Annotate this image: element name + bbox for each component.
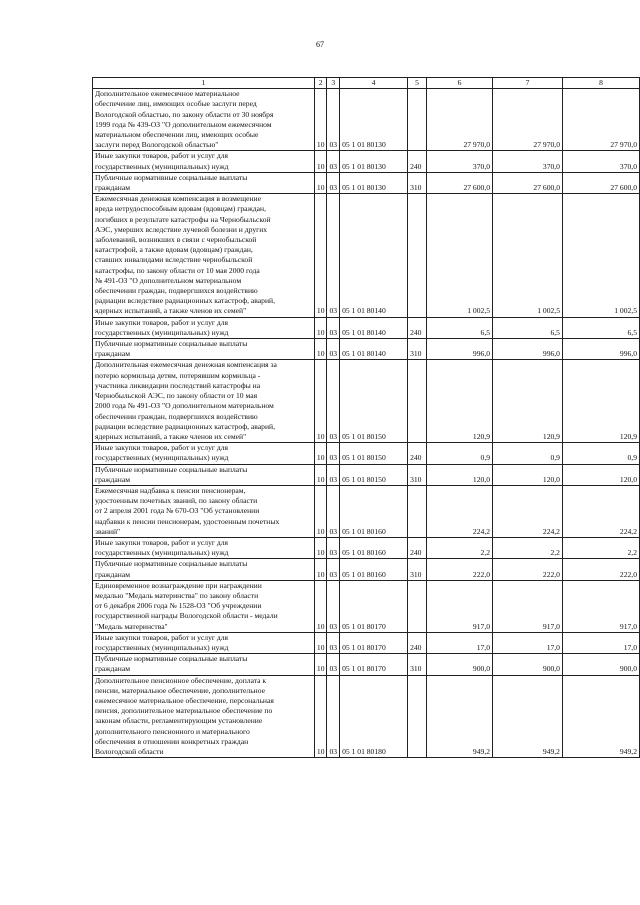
header-cell: 1 [93,78,315,89]
expense-type-cell [408,194,427,317]
amount-col7-cell: 224,2 [493,485,563,537]
row-name-text: Единовременное вознаграждение при награждении медалью "Медаль материнства" по закону области от 6 декабря 2006 года № 1528-ОЗ "Об учреждении государственной награды Вологодской области - медали "Медаль материнства" [95,580,278,631]
amount-col6-cell: 222,0 [427,559,493,580]
subsection-code-cell: 03 [327,194,340,317]
row-name-text: Публичные нормативные социальные выплаты гражданам [95,464,248,484]
row-name-cell [93,580,315,632]
amount-col6-cell: 996,0 [427,339,493,360]
header-cell: 3 [327,78,340,89]
amount-col7-cell: 917,0 [493,580,563,632]
row-name-cell [93,632,315,653]
row-name-cell [93,537,315,558]
amount-col7-cell: 120,0 [493,464,563,485]
row-name-cell [93,89,315,151]
subsection-code-cell: 03 [327,151,340,172]
target-article-cell: 05 1 01 80160 [340,537,408,558]
expense-type-cell [408,485,427,537]
expense-type-cell: 310 [408,654,427,675]
section-code-cell: 10 [314,654,327,675]
amount-col6-cell: 949,2 [427,675,493,758]
section-code-cell: 10 [314,537,327,558]
row-name-cell [93,559,315,580]
target-article-cell: 05 1 01 80160 [340,559,408,580]
table-row [93,654,640,675]
table-row [93,194,640,317]
target-article-cell: 05 1 01 80160 [340,485,408,537]
amount-col7-cell: 120,9 [493,360,563,443]
amount-col8-cell: 6,5 [562,317,639,338]
table-row [93,464,640,485]
amount-col8-cell: 27 600,0 [562,172,639,193]
table-row [93,172,640,193]
section-code-cell: 10 [314,675,327,758]
amount-col6-cell: 2,2 [427,537,493,558]
amount-col6-cell: 0,9 [427,443,493,464]
subsection-code-cell: 03 [327,443,340,464]
amount-col6-cell: 224,2 [427,485,493,537]
amount-col7-cell: 27 970,0 [493,89,563,151]
amount-col6-cell: 6,5 [427,317,493,338]
section-code-cell: 10 [314,339,327,360]
table-row [93,675,640,758]
expense-type-cell: 240 [408,317,427,338]
amount-col7-cell: 17,0 [493,632,563,653]
subsection-code-cell: 03 [327,172,340,193]
section-code-cell: 10 [314,194,327,317]
expense-type-cell: 310 [408,559,427,580]
target-article-cell: 05 1 01 80130 [340,172,408,193]
table-row [93,317,640,338]
expense-type-cell [408,360,427,443]
amount-col6-cell: 120,9 [427,360,493,443]
subsection-code-cell: 03 [327,317,340,338]
target-article-cell: 05 1 01 80140 [340,194,408,317]
row-name-text: Иные закупки товаров, работ и услуг для государственных (муниципальных) нужд [95,317,229,337]
table-row [93,443,640,464]
table-row [93,485,640,537]
table-row [93,151,640,172]
target-article-cell: 05 1 01 80130 [340,89,408,151]
row-name-cell [93,485,315,537]
row-name-cell [93,172,315,193]
section-code-cell: 10 [314,172,327,193]
table-row [93,632,640,653]
header-cell: 5 [408,78,427,89]
section-code-cell: 10 [314,580,327,632]
section-code-cell: 10 [314,632,327,653]
section-code-cell: 10 [314,464,327,485]
section-code-cell: 10 [314,485,327,537]
subsection-code-cell: 03 [327,559,340,580]
subsection-code-cell: 03 [327,632,340,653]
expense-type-cell: 240 [408,632,427,653]
target-article-cell: 05 1 01 80140 [340,317,408,338]
amount-col6-cell: 900,0 [427,654,493,675]
target-article-cell: 05 1 01 80180 [340,675,408,758]
subsection-code-cell: 03 [327,89,340,151]
row-name-text: Ежемесячная надбавка к пенсии пенсионерам, удостоенным почетных званий, по закону области от 2 апреля 2001 года № 670-ОЗ "Об установлении надбавки к пенсии пенсионерам, удостоенным почетных званий" [95,485,280,536]
row-name-cell [93,360,315,443]
row-name-text: Публичные нормативные социальные выплаты гражданам [95,339,248,359]
row-name-text: Иные закупки товаров, работ и услуг для государственных (муниципальных) нужд [95,151,229,171]
amount-col7-cell: 2,2 [493,537,563,558]
section-code-cell: 10 [314,151,327,172]
section-code-cell: 10 [314,559,327,580]
row-name-text: Публичные нормативные социальные выплаты гражданам [95,172,248,193]
table-row [93,580,640,632]
target-article-cell: 05 1 01 80130 [340,151,408,172]
amount-col8-cell: 1 002,5 [562,194,639,317]
row-name-text: Ежемесячная денежная компенсация в возмещение вреда нетрудоспособным вдовам (вдовцам) граждан, погибших в результате катастрофы на Чернобыльской АЭС, умерших вследствие лучевой болезни и других заболеваний, возникших в связи с чернобыльской катастрофой, а также вдовам (вдовцам) граждан, ставших инвалидами вследствие чернобыльской катастрофы, по закону области от 10 мая 2000 года № 491-ОЗ "О дополнительном материальном обеспечении граждан, подвергшихся воздействию радиации вследствие радиационных катастроф, аварий, ядерных испытаний, а также членов их семей" [95,194,275,316]
amount-col6-cell: 1 002,5 [427,194,493,317]
section-code-cell: 10 [314,89,327,151]
amount-col8-cell: 949,2 [562,675,639,758]
row-name-text: Иные закупки товаров, работ и услуг для государственных (муниципальных) нужд [95,443,229,463]
amount-col6-cell: 27 970,0 [427,89,493,151]
expense-type-cell [408,89,427,151]
row-name-cell [93,317,315,338]
amount-col8-cell: 27 970,0 [562,89,639,151]
subsection-code-cell: 03 [327,339,340,360]
amount-col8-cell: 120,0 [562,464,639,485]
amount-col7-cell: 27 600,0 [493,172,563,193]
expense-type-cell [408,675,427,758]
amount-col6-cell: 120,0 [427,464,493,485]
amount-col6-cell: 370,0 [427,151,493,172]
table-row [93,559,640,580]
subsection-code-cell: 03 [327,580,340,632]
section-code-cell: 10 [314,443,327,464]
target-article-cell: 05 1 01 80150 [340,360,408,443]
table-row [93,360,640,443]
budget-table [92,77,640,758]
subsection-code-cell: 03 [327,464,340,485]
amount-col8-cell: 224,2 [562,485,639,537]
subsection-code-cell: 03 [327,675,340,758]
header-cell: 6 [427,78,493,89]
row-name-cell [93,194,315,317]
table-row [93,89,640,151]
row-name-cell [93,654,315,675]
target-article-cell: 05 1 01 80150 [340,464,408,485]
amount-col7-cell: 222,0 [493,559,563,580]
target-article-cell: 05 1 01 80170 [340,632,408,653]
row-name-cell [93,464,315,485]
amount-col7-cell: 1 002,5 [493,194,563,317]
subsection-code-cell: 03 [327,654,340,675]
amount-col7-cell: 0,9 [493,443,563,464]
row-name-text: Дополнительное ежемесячное материальное обеспечение лиц, имеющих особые заслуги перед Вологодской областью, по закону области от 30 ноября 1999 года № 439-ОЗ "О дополнительном ежемесячном материальном обеспечении лиц, имеющих особые заслуги перед Вологодской областью" [95,89,274,150]
table-row [93,339,640,360]
table-row [93,537,640,558]
target-article-cell: 05 1 01 80140 [340,339,408,360]
expense-type-cell: 240 [408,151,427,172]
amount-col6-cell: 17,0 [427,632,493,653]
amount-col8-cell: 120,9 [562,360,639,443]
section-code-cell: 10 [314,360,327,443]
amount-col7-cell: 949,2 [493,675,563,758]
amount-col8-cell: 0,9 [562,443,639,464]
row-name-cell [93,151,315,172]
amount-col7-cell: 900,0 [493,654,563,675]
row-name-text: Дополнительная ежемесячная денежная компенсация за потерю кормильца детям, потерявшим кормильца - участника ликвидации последствий катастрофы на Чернобыльской АЭС, по закону области от 10 мая 2000 года № 491-ОЗ "О дополнительном материальном обеспечении граждан, подвергшихся воздействию радиации вследствие радиационных катастроф, аварий, ядерных испытаний, а также членов их семей" [95,360,277,441]
amount-col8-cell: 996,0 [562,339,639,360]
amount-col7-cell: 370,0 [493,151,563,172]
amount-col6-cell: 27 600,0 [427,172,493,193]
row-name-text: Дополнительное пенсионное обеспечение, доплата к пенсии, материальное обеспечение, дополнительное ежемесячное материальное обеспечение, персональная пенсия, дополнительное материальное обеспечение по законам области, регламентирующим установление дополнительного пенсионного и материального обеспечения в отношении конкретных граждан Вологодской области [95,675,274,756]
section-code-cell: 10 [314,317,327,338]
row-name-text: Иные закупки товаров, работ и услуг для государственных (муниципальных) нужд [95,537,229,558]
amount-col8-cell: 2,2 [562,537,639,558]
target-article-cell: 05 1 01 80150 [340,443,408,464]
table-header-row [93,78,640,89]
expense-type-cell: 310 [408,464,427,485]
subsection-code-cell: 03 [327,537,340,558]
row-name-text: Иные закупки товаров, работ и услуг для государственных (муниципальных) нужд [95,632,229,652]
amount-col8-cell: 17,0 [562,632,639,653]
subsection-code-cell: 03 [327,485,340,537]
subsection-code-cell: 03 [327,360,340,443]
amount-col8-cell: 222,0 [562,559,639,580]
amount-col8-cell: 917,0 [562,580,639,632]
row-name-cell [93,675,315,758]
expense-type-cell: 240 [408,443,427,464]
target-article-cell: 05 1 01 80170 [340,654,408,675]
expense-type-cell [408,580,427,632]
row-name-cell [93,339,315,360]
amount-col6-cell: 917,0 [427,580,493,632]
amount-col8-cell: 370,0 [562,151,639,172]
header-cell: 8 [562,78,639,89]
expense-type-cell: 310 [408,339,427,360]
expense-type-cell: 310 [408,172,427,193]
amount-col7-cell: 6,5 [493,317,563,338]
header-cell: 4 [340,78,408,89]
row-name-text: Публичные нормативные социальные выплаты гражданам [95,559,248,579]
header-cell: 2 [314,78,327,89]
row-name-text: Публичные нормативные социальные выплаты гражданам [95,654,248,674]
page-number: 67 [316,40,324,49]
amount-col8-cell: 900,0 [562,654,639,675]
amount-col7-cell: 996,0 [493,339,563,360]
expense-type-cell: 240 [408,537,427,558]
row-name-cell [93,443,315,464]
header-cell: 7 [493,78,563,89]
target-article-cell: 05 1 01 80170 [340,580,408,632]
